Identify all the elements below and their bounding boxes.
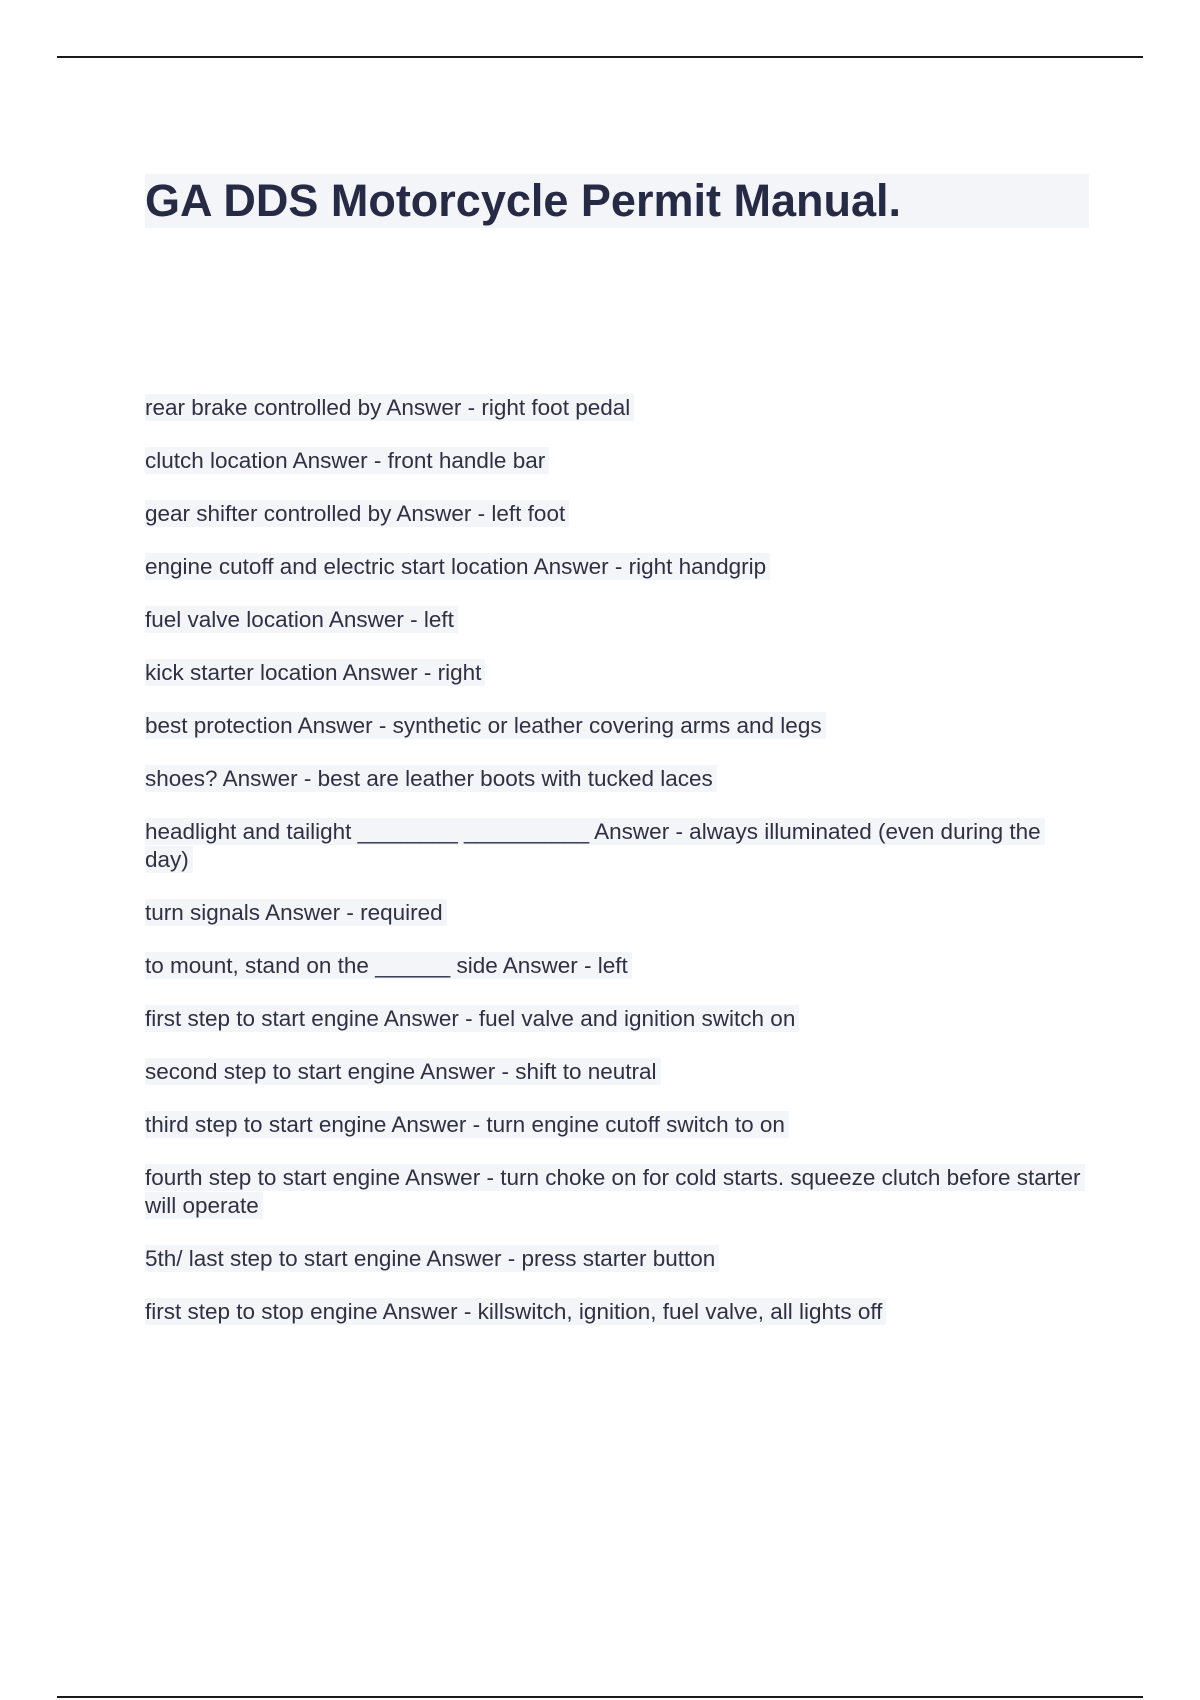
question-answer-text: rear brake controlled by Answer - right foot pedal (145, 394, 634, 421)
list-item (145, 447, 1089, 475)
question-answer-text: kick starter location Answer - right (145, 659, 485, 686)
question-answer-text: first step to stop engine Answer - killswitch, ignition, fuel valve, all lights off (145, 1298, 886, 1325)
list-item (145, 1058, 1089, 1086)
list-item (145, 1164, 1089, 1220)
header-rule (57, 56, 1143, 58)
question-answer-text: engine cutoff and electric start location Answer - right handgrip (145, 553, 770, 580)
list-item (145, 606, 1089, 634)
list-item (145, 659, 1089, 687)
question-answer-text: to mount, stand on the ______ side Answer - left (145, 952, 632, 979)
list-item (145, 765, 1089, 793)
list-item (145, 1245, 1089, 1273)
question-answer-text: first step to start engine Answer - fuel valve and ignition switch on (145, 1005, 799, 1032)
question-answer-text: gear shifter controlled by Answer - left foot (145, 500, 569, 527)
list-item (145, 818, 1089, 874)
document-title: GA DDS Motorcycle Permit Manual. (145, 175, 901, 226)
list-item (145, 1111, 1089, 1139)
list-item (145, 952, 1089, 980)
list-item (145, 1298, 1089, 1326)
question-answer-text: headlight and tailight ________ __________ Answer - always illuminated (even during the day) (145, 818, 1045, 873)
question-answer-text: third step to start engine Answer - turn engine cutoff switch to on (145, 1111, 789, 1138)
question-answer-text: clutch location Answer - front handle bar (145, 447, 549, 474)
question-answer-text: shoes? Answer - best are leather boots with tucked laces (145, 765, 717, 792)
question-answer-text: second step to start engine Answer - shift to neutral (145, 1058, 661, 1085)
list-item (145, 394, 1089, 422)
question-answer-text: fourth step to start engine Answer - turn choke on for cold starts. squeeze clutch before starter will operate (145, 1164, 1085, 1219)
list-item (145, 553, 1089, 581)
title-block (145, 174, 1089, 228)
question-answer-text: best protection Answer - synthetic or leather covering arms and legs (145, 712, 826, 739)
footer-rule (57, 1696, 1143, 1698)
question-answer-text: fuel valve location Answer - left (145, 606, 458, 633)
question-answer-text: 5th/ last step to start engine Answer - press starter button (145, 1245, 719, 1272)
list-item (145, 899, 1089, 927)
list-item (145, 500, 1089, 528)
question-list (145, 394, 1089, 1351)
list-item (145, 1005, 1089, 1033)
list-item (145, 712, 1089, 740)
question-answer-text: turn signals Answer - required (145, 899, 447, 926)
